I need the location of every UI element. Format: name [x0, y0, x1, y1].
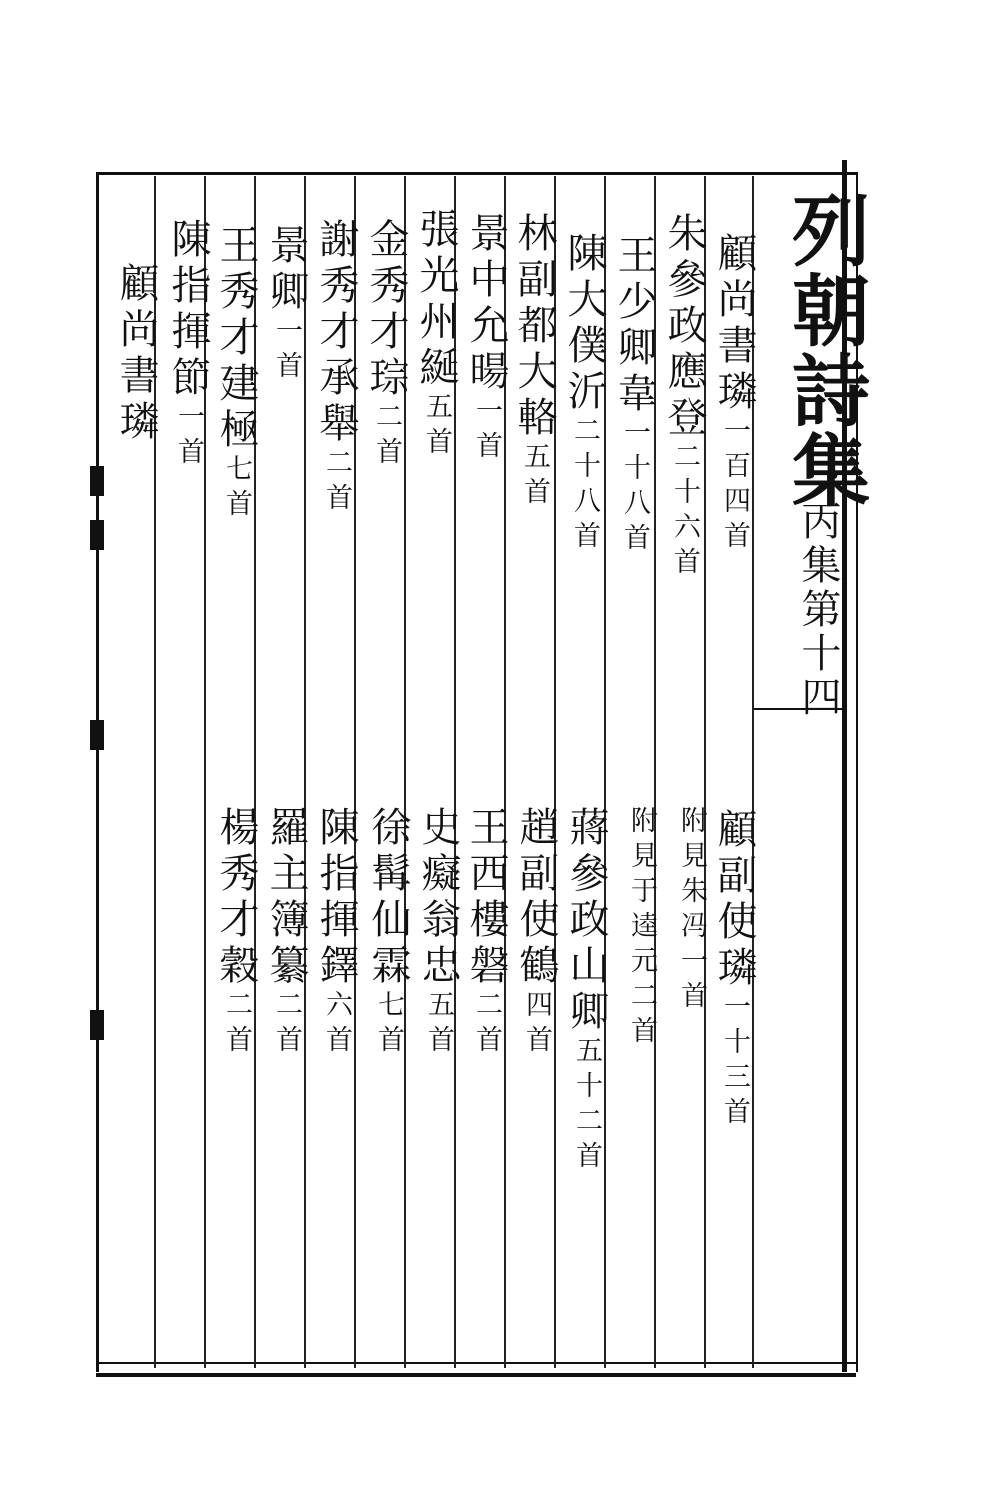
entry-appendix — [668, 806, 714, 1016]
entry-count: 六首 — [321, 990, 352, 1060]
entry — [558, 806, 615, 1176]
section-heading: 顧尚書璘 — [113, 262, 159, 446]
entry-name: 史癡翁忠 — [415, 806, 461, 990]
entry-name: 陳大僕沂 — [561, 232, 607, 416]
entry-name: 陳指揮節 — [165, 218, 211, 402]
entry — [606, 234, 663, 558]
entry-name: 王秀才建極 — [213, 224, 259, 454]
entry-name: 景卿 — [263, 224, 309, 316]
entry-name: 楊秀才穀 — [213, 806, 259, 990]
entry-name: 景中允暘 — [463, 212, 509, 396]
entry-name: 朱參政應登 — [661, 212, 707, 442]
entry-name: 林副都大輅 — [511, 212, 557, 442]
entry-count: 五首 — [421, 392, 452, 462]
entry-count: 一十三首 — [719, 992, 750, 1132]
entry-count: 二十六首 — [669, 442, 700, 582]
entry — [508, 806, 565, 1060]
entry-count: 二首 — [471, 990, 502, 1060]
entry-name: 王西樓磐 — [463, 806, 509, 990]
entry-name: 謝秀才承舉 — [313, 218, 359, 448]
entry-name: 徐髯仙霖 — [365, 806, 411, 990]
entry-count: 二十八首 — [569, 416, 600, 556]
volume-subtitle: 丙集第十四 — [795, 500, 841, 720]
entry — [410, 806, 467, 1060]
entry — [360, 806, 417, 1060]
entry — [258, 806, 315, 1060]
entry-count: 二首 — [321, 448, 352, 518]
entry — [556, 232, 613, 556]
entry-name: 附見朱冯 — [676, 806, 707, 946]
book-title: 列朝詩集 — [779, 190, 870, 510]
entry — [458, 212, 515, 466]
entry-count: 七首 — [221, 454, 252, 524]
entry-count: 一十八首 — [619, 418, 650, 558]
entry — [706, 808, 763, 1132]
entry-name: 顧尚書璘 — [711, 232, 757, 416]
gutter-mark — [90, 1010, 104, 1040]
entry-name: 金秀才琮 — [363, 218, 409, 402]
gutter-mark — [90, 466, 104, 496]
entry — [160, 218, 217, 472]
entry-name: 張光州綖 — [413, 208, 459, 392]
entry-count: 五首 — [423, 990, 454, 1060]
entry-name: 蔣參政山卿 — [563, 806, 609, 1036]
frame-left-border — [96, 172, 99, 1372]
bottom-rule — [96, 1362, 858, 1364]
entry-name: 附見于逵元 — [626, 806, 657, 981]
entry — [308, 806, 365, 1060]
entry-name: 王少卿韋 — [611, 234, 657, 418]
entry — [656, 212, 713, 582]
entry-count: 一首 — [271, 316, 302, 386]
entry-count: 一首 — [676, 946, 707, 1016]
entry-count: 四首 — [521, 990, 552, 1060]
entry — [308, 218, 365, 518]
entry-count: 五十二首 — [571, 1036, 602, 1176]
entry-count: 一百四首 — [719, 416, 750, 556]
entry-count: 七首 — [373, 990, 404, 1060]
gutter-mark — [90, 520, 104, 550]
gutter-mark — [90, 720, 104, 750]
entry-name: 羅主簿纂 — [263, 806, 309, 990]
entry — [258, 224, 315, 386]
entry — [408, 208, 465, 462]
entry — [706, 232, 763, 556]
entry — [208, 806, 265, 1060]
entry-count: 二首 — [271, 990, 302, 1060]
entry-count: 一首 — [173, 402, 204, 472]
entry-name: 顧副使璘 — [711, 808, 757, 992]
entry-appendix — [618, 806, 664, 1051]
entry-count: 五首 — [519, 442, 550, 512]
entry-count: 一首 — [471, 396, 502, 466]
entry-count: 二首 — [626, 981, 657, 1051]
entry-name: 陳指揮鐸 — [313, 806, 359, 990]
entry — [358, 218, 415, 472]
entry-count: 二首 — [221, 990, 252, 1060]
entry-count: 二首 — [371, 402, 402, 472]
entry-name: 趙副使鶴 — [513, 806, 559, 990]
